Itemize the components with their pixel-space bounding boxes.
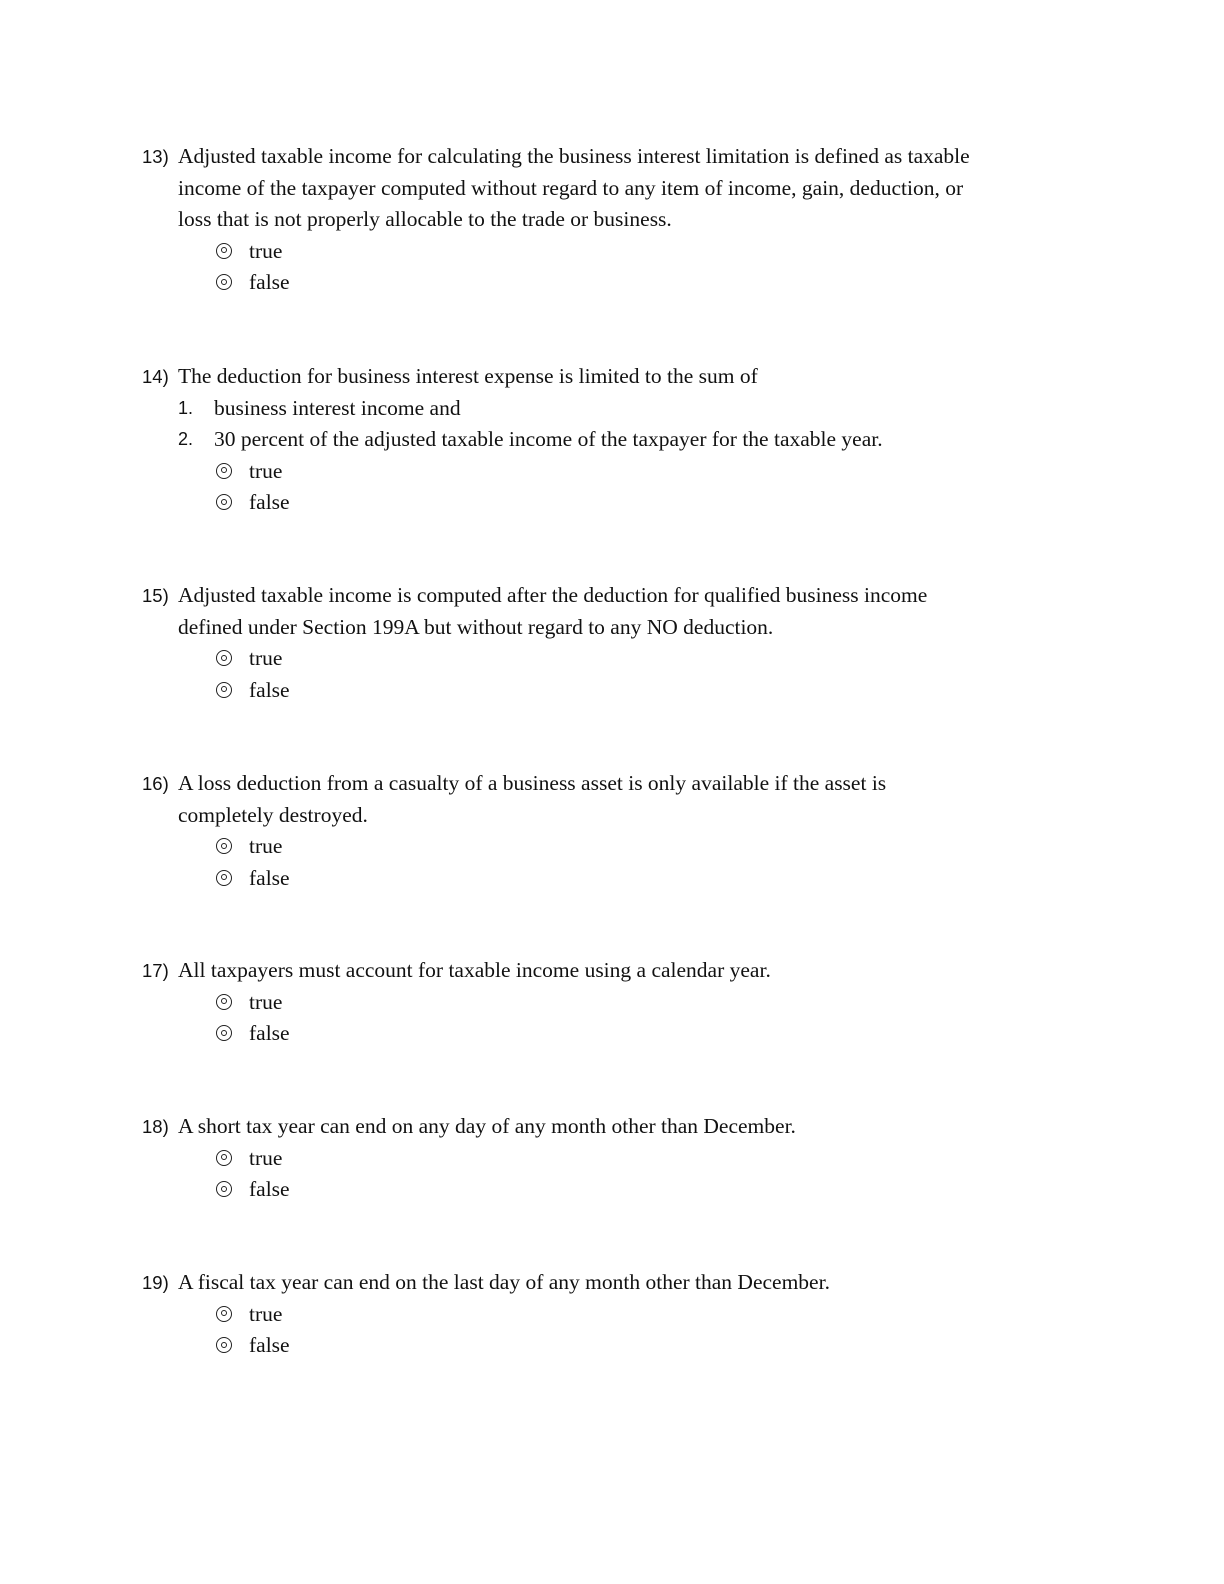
list-item xyxy=(142,393,1082,425)
option-label: true xyxy=(249,1145,283,1170)
option-label: true xyxy=(249,646,283,670)
option-true[interactable] xyxy=(142,643,1082,675)
question-number: 16) xyxy=(142,773,169,794)
option-label: false xyxy=(249,865,290,890)
question-text-line: completely destroyed. xyxy=(178,802,368,827)
radio-button-icon[interactable] xyxy=(216,838,232,854)
question-text: A loss deduction from a casualty of a business asset is only available if the asset is xyxy=(178,771,887,795)
question-16 xyxy=(142,768,1082,894)
question-number: 15) xyxy=(142,585,169,606)
radio-button-icon[interactable] xyxy=(216,1337,232,1353)
question-text: A fiscal tax year can end on the last day of any month other than December. xyxy=(178,1270,830,1294)
question-text-line: income of the taxpayer computed without regard to any item of income, gain, deduction, or xyxy=(178,175,964,200)
option-false[interactable] xyxy=(142,1018,1082,1050)
list-item xyxy=(142,424,1082,456)
question-text-line xyxy=(142,361,1082,393)
question-text-line xyxy=(142,580,1082,612)
question-number: 13) xyxy=(142,146,169,167)
question-text-line: loss that is not properly allocable to the trade or business. xyxy=(178,207,672,231)
option-false[interactable] xyxy=(142,1174,1082,1206)
radio-button-icon[interactable] xyxy=(216,1181,232,1197)
radio-button-icon[interactable] xyxy=(216,1306,232,1322)
option-false[interactable] xyxy=(142,267,1082,299)
option-false[interactable] xyxy=(142,487,1082,519)
option-label: true xyxy=(249,238,283,263)
option-true[interactable] xyxy=(142,1143,1082,1175)
question-text-line xyxy=(142,1267,1082,1299)
question-text-line xyxy=(142,141,1082,173)
question-text-line xyxy=(142,1111,1082,1143)
option-true[interactable] xyxy=(142,1299,1082,1331)
question-17 xyxy=(142,955,1082,1050)
option-false[interactable] xyxy=(142,675,1082,707)
option-label: false xyxy=(249,1177,290,1201)
option-label: true xyxy=(249,834,283,858)
question-text: A short tax year can end on any day of any month other than December. xyxy=(178,1114,796,1138)
option-false[interactable] xyxy=(142,1330,1082,1362)
option-true[interactable] xyxy=(142,831,1082,863)
question-text-line xyxy=(142,768,1082,800)
radio-button-icon[interactable] xyxy=(216,994,232,1010)
list-item-text: business interest income and xyxy=(214,395,461,420)
list-item-number: 1. xyxy=(178,397,194,418)
radio-button-icon[interactable] xyxy=(216,1150,232,1166)
option-label: false xyxy=(249,1021,290,1045)
question-15 xyxy=(142,580,1082,706)
question-text: The deduction for business interest expense is limited to the sum of xyxy=(178,364,758,388)
question-number: 17) xyxy=(142,960,169,981)
option-true[interactable] xyxy=(142,987,1082,1019)
question-text: All taxpayers must account for taxable income using a calendar year. xyxy=(178,958,771,982)
radio-button-icon[interactable] xyxy=(216,274,232,290)
question-text-line xyxy=(142,955,1082,987)
radio-button-icon[interactable] xyxy=(216,870,232,886)
question-14 xyxy=(142,361,1082,519)
option-true[interactable] xyxy=(142,456,1082,488)
question-18 xyxy=(142,1111,1082,1206)
option-label: true xyxy=(249,989,283,1014)
question-text: Adjusted taxable income is computed after the deduction for qualified business income xyxy=(178,583,928,607)
question-text-line: defined under Section 199A but without regard to any NO deduction. xyxy=(178,614,774,639)
option-label: false xyxy=(249,490,290,514)
option-label: true xyxy=(249,1301,283,1326)
question-text: Adjusted taxable income for calculating the business interest limitation is defined as taxable xyxy=(178,144,970,168)
radio-button-icon[interactable] xyxy=(216,650,232,666)
radio-button-icon[interactable] xyxy=(216,1025,232,1041)
question-number: 18) xyxy=(142,1116,169,1137)
option-label: false xyxy=(249,677,290,702)
option-label: false xyxy=(249,1333,290,1357)
question-number: 14) xyxy=(142,366,169,387)
list-item-number: 2. xyxy=(178,429,194,449)
radio-button-icon[interactable] xyxy=(216,494,232,510)
list-item-text: 30 percent of the adjusted taxable income of the taxpayer for the taxable year. xyxy=(214,427,883,451)
option-label: false xyxy=(249,270,290,294)
radio-button-icon[interactable] xyxy=(216,243,232,259)
question-19 xyxy=(142,1267,1082,1362)
radio-button-icon[interactable] xyxy=(216,463,232,479)
option-label: true xyxy=(249,458,283,483)
question-13 xyxy=(142,141,1082,299)
option-true[interactable] xyxy=(142,236,1082,268)
option-false[interactable] xyxy=(142,863,1082,895)
radio-button-icon[interactable] xyxy=(216,682,232,698)
question-number: 19) xyxy=(142,1272,169,1293)
